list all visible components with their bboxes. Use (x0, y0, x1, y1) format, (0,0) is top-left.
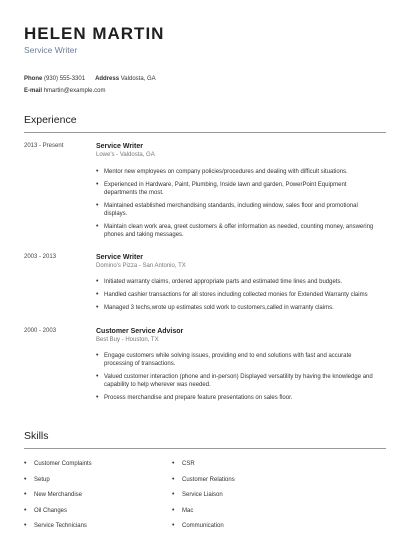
job-bullets (96, 168, 381, 244)
job-role: Service Writer (96, 143, 143, 150)
skill-item: • Communication (172, 523, 235, 539)
job-dates: 2003 - 2013 (24, 254, 57, 260)
job-role: Customer Service Advisor (96, 328, 184, 335)
bullet-item: • Handled cashier transactions for all stores including collected monies for Extended Warranty claims (96, 291, 381, 299)
skill-item: • Setup (24, 477, 92, 493)
skills-list-left (24, 461, 92, 539)
job-dates: 2000 - 2003 (24, 328, 57, 334)
experience-section (24, 114, 386, 133)
job-company: Domino's Pizza - San Antonio, TX (96, 263, 186, 269)
phone-value: (930) 555-3301 (44, 76, 86, 82)
skill-item: • New Merchandise (24, 492, 92, 508)
skills-list-right (172, 461, 235, 539)
bullet-item: • Engage customers while solving issues, providing end to end solutions with fast and accurate processing of transactions. (96, 352, 381, 368)
skill-item: • CSR (172, 461, 235, 477)
job-role: Service Writer (96, 254, 143, 261)
skill-item: • Oil Changes (24, 508, 92, 524)
job-dates: 2013 - Present (24, 143, 64, 149)
skill-item: • Customer Complaints (24, 461, 92, 477)
candidate-name: HELEN MARTIN (24, 24, 165, 43)
contact-line-2 (24, 88, 105, 94)
job-title: Service Writer (24, 45, 78, 55)
bullet-item: • Process merchandise and prepare feature presentations on sales floor. (96, 394, 381, 402)
skills-heading: Skills (24, 430, 386, 449)
address-value: Valdosta, GA (120, 76, 156, 82)
skills-section (24, 430, 386, 449)
skill-item: • Customer Relations (172, 477, 235, 493)
job-bullets (96, 352, 381, 407)
bullet-item: • Experienced in Hardware, Paint, Plumbing, Inside lawn and garden, PowerPoint Equipment departments the most. (96, 181, 381, 197)
email-label: E-mail (24, 88, 43, 94)
skill-item: • Service Liaison (172, 492, 235, 508)
skill-item: • Service Technicians (24, 523, 92, 539)
bullet-item: • Maintain clean work area, greet customers & offer information as needed, counting money, answering phones and taking messages. (96, 223, 381, 239)
phone-label: Phone (24, 76, 43, 82)
job-bullets (96, 278, 381, 317)
email-value: hmartin@example.com (43, 88, 106, 94)
bullet-item: • Valued customer interaction (phone and in-person) Displayed versatility by having the knowledge and capability to help wherever was needed. (96, 373, 381, 389)
experience-heading: Experience (24, 114, 386, 133)
job-company: Best Buy - Houston, TX (96, 337, 159, 343)
address-label: Address (95, 76, 120, 82)
skill-item: • Mac (172, 508, 235, 524)
bullet-item: • Mentor new employees on company policies/procedures and dealing with difficult situations. (96, 168, 381, 176)
job-company: Lowe's - Valdosta, GA (96, 152, 155, 158)
bullet-item: • Initiated warranty claims, ordered appropriate parts and estimated time lines and budgets. (96, 278, 381, 286)
bullet-item: • Managed 3 techs,wrote up estimates sold work to customers,called in warranty claims. (96, 304, 381, 312)
bullet-item: • Maintained established merchandising standards, including window, sales floor and promotional displays. (96, 202, 381, 218)
contact-line-1 (24, 76, 156, 82)
